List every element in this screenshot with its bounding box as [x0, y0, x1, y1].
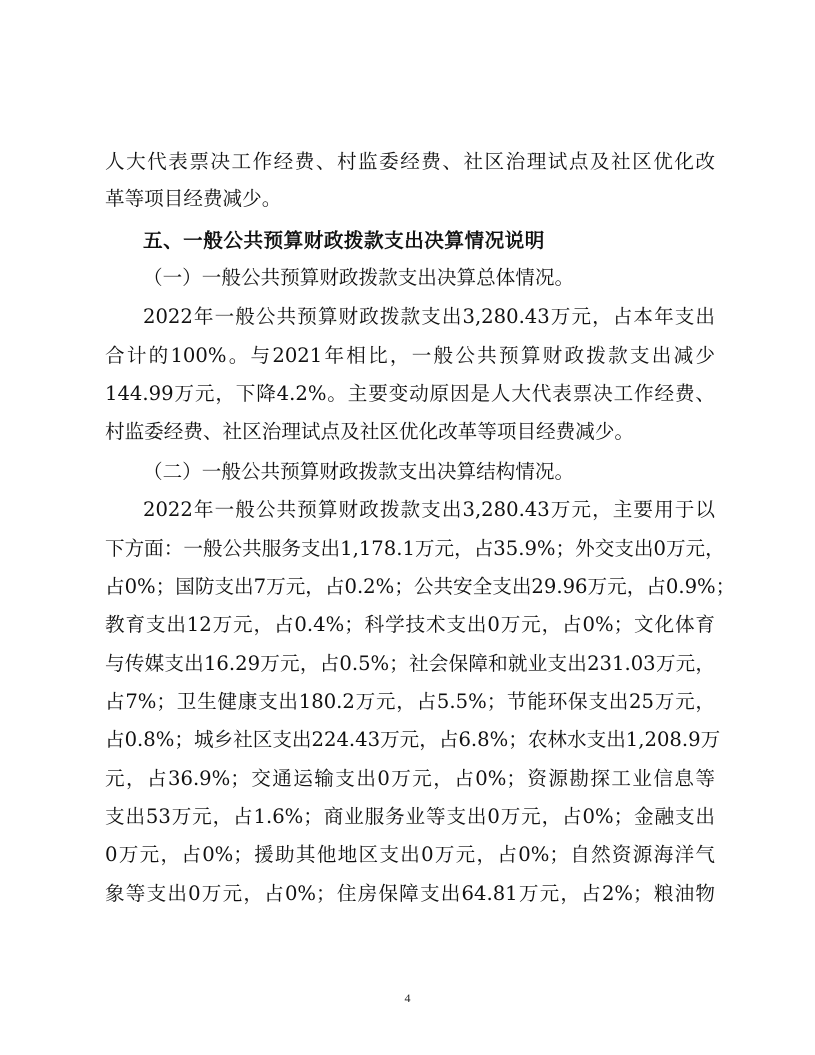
body-text-line: 象等支出0万元，占0%；住房保障支出64.81万元，占2%；粮油物 — [105, 882, 715, 905]
body-text-line: 元，占36.9%；交通运输支出0万元，占0%；资源勘探工业信息等 — [105, 767, 715, 790]
body-text-line: 村监委经费、社区治理试点及社区优化改革等项目经费减少。 — [105, 420, 635, 443]
body-text-line: 下方面：一般公共服务支出1,178.1万元，占35.9%；外交支出0万元， — [105, 537, 725, 560]
body-text-line: 占0.8%；城乡社区支出224.43万元，占6.8%；农林水支出1,208.9万 — [105, 728, 721, 751]
page-number: 4 — [404, 991, 411, 1005]
body-text-line: 144.99万元，下降4.2%。主要变动原因是人大代表票决工作经费、 — [105, 382, 715, 405]
body-text-line: 革等项目经费减少。 — [105, 187, 282, 210]
section-heading: 五、一般公共预算财政拨款支出决算情况说明 — [143, 229, 545, 252]
body-text-line: 2022年一般公共预算财政拨款支出3,280.43万元，占本年支出 — [143, 305, 715, 328]
body-text-line: 合计的100%。与2021年相比，一般公共预算财政拨款支出减少 — [105, 344, 715, 367]
body-text-line: 与传媒支出16.29万元，占0.5%；社会保障和就业支出231.03万元， — [105, 652, 715, 675]
body-text-line: 2022年一般公共预算财政拨款支出3,280.43万元，主要用于以 — [143, 498, 715, 521]
subsection-heading: （一）一般公共预算财政拨款支出决算总体情况。 — [143, 266, 575, 289]
body-text-line: 占0%；国防支出7万元，占0.2%；公共安全支出29.96万元，占0.9%； — [105, 575, 736, 598]
body-text-line: 0万元，占0%；援助其他地区支出0万元，占0%；自然资源海洋气 — [105, 843, 715, 866]
body-text-line: 人大代表票决工作经费、村监委经费、社区治理试点及社区优化改 — [105, 150, 715, 173]
body-text-line: 占7%；卫生健康支出180.2万元，占5.5%；节能环保支出25万元， — [105, 690, 715, 713]
body-text-line: 教育支出12万元，占0.4%；科学技术支出0万元，占0%；文化体育 — [105, 613, 715, 636]
subsection-heading: （二）一般公共预算财政拨款支出决算结构情况。 — [143, 460, 575, 483]
body-text-line: 支出53万元，占1.6%；商业服务业等支出0万元，占0%；金融支出 — [105, 805, 715, 828]
